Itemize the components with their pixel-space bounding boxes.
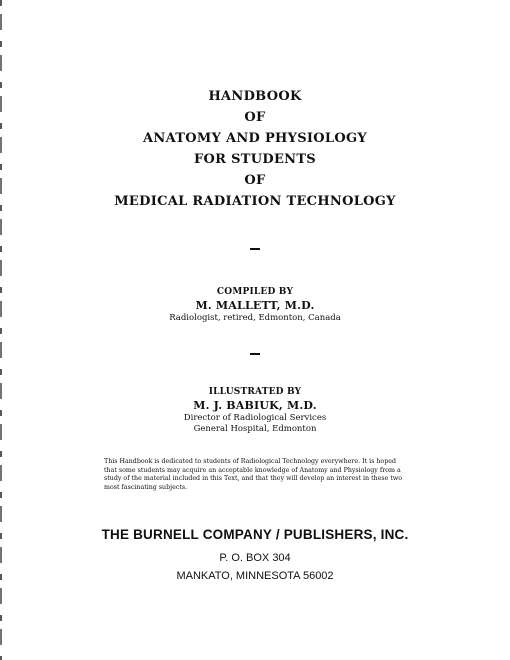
title-line: FOR STUDENTS — [193, 152, 316, 167]
illustrator-role: ILLUSTRATED BY — [208, 387, 302, 397]
title-line: OF — [244, 173, 266, 188]
title-line: ANATOMY AND PHYSIOLOGY — [143, 131, 367, 146]
compiler-name: M. MALLETT, M.D. — [195, 299, 315, 312]
publisher-name: THE BURNELL COMPANY / PUBLISHERS, INC. — [101, 527, 409, 542]
section-divider — [250, 248, 260, 250]
compiler-role: COMPILED BY — [216, 287, 294, 297]
publisher-city: MANKATO, MINNESOTA 56002 — [176, 570, 334, 582]
illustrator-description-line: Director of Radiological Services — [183, 413, 327, 423]
publisher-po-box: P. O. BOX 304 — [219, 552, 291, 564]
compiler-credit — [0, 286, 510, 324]
title-line: MEDICAL RADIATION TECHNOLOGY — [114, 194, 396, 209]
illustrator-description-line: General Hospital, Edmonton — [193, 424, 317, 434]
illustrator-name: M. J. BABIUK, M.D. — [193, 399, 317, 412]
book-title — [0, 86, 510, 212]
illustrator-credit — [0, 386, 510, 435]
dedication-paragraph: This Handbook is dedicated to students of Radiological Technology everywhere. It is hoped that some students may acquire an acceptable knowledge of Anatomy and Physiology from a study of the material included in this Text, and that they will develop an interest in these two most fascinating subjects. — [104, 458, 403, 491]
title-line: OF — [244, 110, 266, 125]
section-divider — [250, 353, 260, 355]
title-line: HANDBOOK — [208, 89, 302, 104]
compiler-description: Radiologist, retired, Edmonton, Canada — [169, 313, 341, 323]
